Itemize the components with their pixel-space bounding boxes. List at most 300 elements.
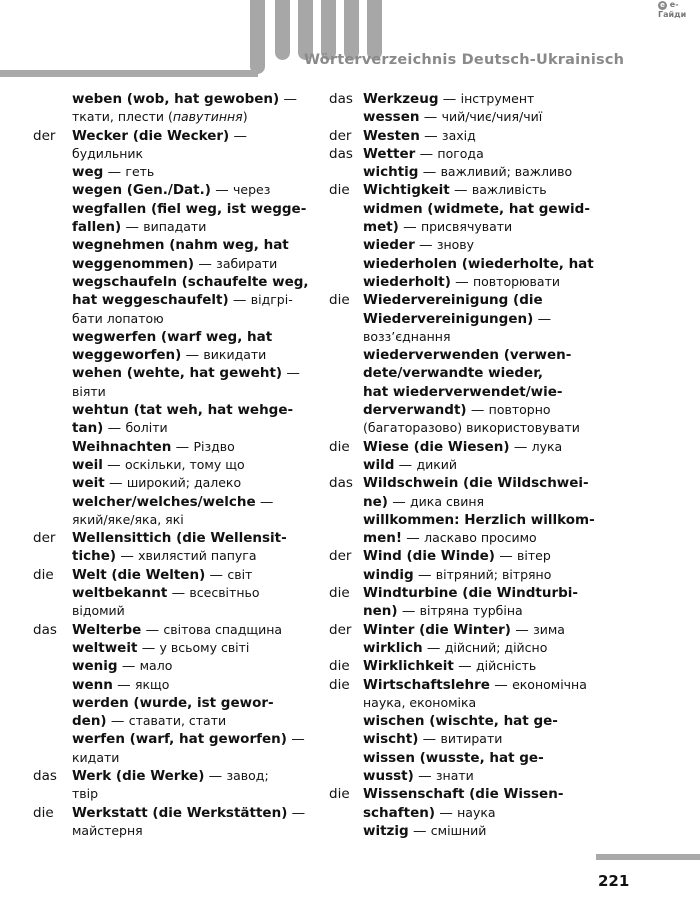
dictionary-entry-line (0, 218, 318, 236)
entry-text (363, 730, 502, 748)
entry-text (72, 127, 247, 145)
translation: смішний (430, 822, 487, 838)
translation: знову (436, 237, 475, 253)
dictionary-entry-line (0, 529, 318, 547)
entry-text (72, 383, 106, 401)
dash: — (279, 91, 298, 107)
dictionary-entry-line (0, 676, 318, 694)
dictionary-entry-line (0, 547, 318, 565)
translation: Різдво (193, 438, 235, 454)
headword: weggeworfen) (72, 347, 182, 364)
headword: Wiese (die Wiesen) (363, 438, 510, 455)
article: der (329, 127, 352, 144)
headword: Wildschwein (die Wildschwei- (363, 475, 589, 492)
dictionary-entry-line (0, 438, 318, 456)
header-tab (298, 0, 313, 60)
translation: кидати (72, 749, 120, 765)
headword: wegen (Gen./Dat.) (72, 182, 211, 199)
entry-text (72, 547, 257, 565)
dictionary-entry-line (0, 602, 318, 620)
dash: — (106, 713, 129, 730)
article: das (329, 145, 353, 162)
dictionary-entry-line (0, 108, 318, 126)
dictionary-entry-line (0, 163, 318, 181)
entry-text (363, 108, 542, 126)
dictionary-entry-line (318, 127, 700, 145)
translation: випадати (143, 219, 207, 235)
dash: — (117, 658, 140, 675)
translation: ласкаво просимо (424, 530, 537, 546)
translation: присвячувати (420, 219, 513, 235)
dictionary-entry-line (318, 456, 700, 474)
entry-text (72, 822, 143, 840)
headword: met) (363, 219, 399, 236)
headword: weltweit (72, 639, 138, 656)
entry-text (72, 639, 249, 657)
dictionary-entry-line (0, 236, 318, 254)
headword: Winter (die Winter) (363, 621, 511, 638)
dictionary-entry-line (318, 694, 700, 712)
headword: nen) (363, 603, 398, 620)
article: das (33, 767, 57, 784)
translation: погода (437, 145, 484, 161)
header-tab (367, 0, 382, 60)
headword: den) (72, 713, 107, 730)
dictionary-entry-line (318, 163, 700, 181)
header-tab (344, 0, 359, 60)
dash: — (228, 292, 251, 309)
entry-text (72, 200, 306, 218)
dictionary-entry-line (0, 401, 318, 419)
dictionary-entry-line (0, 383, 318, 401)
e-logo-icon: e (658, 1, 667, 10)
translation: завод; (226, 767, 269, 783)
dictionary-entry-line (318, 346, 700, 364)
article: der (33, 127, 56, 144)
dictionary-entry-line (318, 602, 700, 620)
dash: — (419, 127, 442, 144)
translation: повторювати (472, 273, 560, 289)
right-column (318, 90, 700, 840)
headword: dete/verwandte wieder, (363, 365, 544, 382)
dictionary-entry-line (318, 749, 700, 767)
article: die (329, 182, 350, 199)
entry-text (72, 310, 164, 328)
headword: wischen (wischte, hat ge- (363, 713, 558, 730)
headword: Welterbe (72, 621, 142, 638)
dictionary-entry-line (318, 236, 700, 254)
entry-text (72, 749, 119, 767)
headword: windig (363, 566, 414, 583)
dash: — (204, 767, 227, 784)
entry-text (363, 511, 595, 529)
dash: — (167, 585, 190, 602)
headword: Werkstatt (die Werkstätten) (72, 804, 288, 821)
dictionary-entry-line (0, 291, 318, 309)
dictionary-entry-line (318, 419, 700, 437)
dictionary-entry-line (318, 181, 700, 199)
dictionary-entry-line (0, 346, 318, 364)
translation: знати (435, 767, 474, 783)
dictionary-entry-line (0, 785, 318, 803)
headword: wegfallen (fiel weg, ist wegge- (72, 200, 307, 217)
entry-text (72, 456, 245, 474)
entry-text (363, 346, 571, 364)
dash: — (450, 273, 473, 290)
headword: wichtig (363, 164, 419, 181)
entry-text (72, 474, 241, 492)
translation: який/яке/яка, які (72, 511, 184, 527)
translation: дикий (416, 456, 458, 472)
translation: важливість (471, 182, 547, 198)
dictionary-entry-line (0, 273, 318, 291)
headword: schaften) (363, 804, 436, 821)
translation: світ (227, 566, 253, 582)
dictionary-entry-line (318, 529, 700, 547)
dash: — (137, 639, 160, 656)
article: der (329, 621, 352, 638)
dash: — (413, 767, 436, 784)
dash: — (282, 365, 300, 382)
header-tab (321, 0, 336, 60)
dictionary-entry-line (318, 401, 700, 419)
entry-text (363, 236, 474, 254)
dash: — (408, 822, 431, 839)
headword: Wiedervereinigungen) (363, 310, 534, 327)
translation: мало (139, 658, 173, 674)
headword: Westen (363, 127, 420, 144)
entry-text (72, 291, 293, 309)
article: der (329, 548, 352, 565)
dictionary-entry-line (318, 547, 700, 565)
dictionary-entry-line (0, 493, 318, 511)
entry-text (363, 383, 563, 401)
dash: — (509, 438, 532, 455)
headword: wehen (wehte, hat geweht) (72, 365, 283, 382)
dash: — (210, 182, 233, 199)
translation: захід (441, 127, 476, 143)
dash: — (104, 475, 127, 492)
entry-text (363, 127, 476, 145)
headword: wenig (72, 658, 118, 675)
entry-text (363, 621, 565, 639)
dash: — (103, 420, 126, 437)
entry-text (72, 236, 289, 254)
dictionary-entry-line (318, 291, 700, 309)
dictionary-entry-line (318, 584, 700, 602)
entry-text (363, 200, 590, 218)
dictionary-entry-line (318, 273, 700, 291)
dictionary-entry-line (0, 474, 318, 492)
article: die (329, 438, 350, 455)
dash: — (449, 182, 472, 199)
translation: через (233, 182, 271, 198)
translation: вітряна турбіна (419, 603, 523, 619)
headword: Wichtigkeit (363, 182, 450, 199)
translation: ткати, плести ( (72, 109, 173, 125)
entry-text (72, 438, 235, 456)
entry-text (363, 804, 496, 822)
dictionary-entry-line (0, 310, 318, 328)
dictionary-entry-line (318, 145, 700, 163)
headword: wegwerfen (warf weg, hat (72, 328, 273, 345)
dictionary-entry-line (0, 639, 318, 657)
headword: Wissenschaft (die Wissen- (363, 786, 564, 803)
translation: у всьому світі (159, 639, 250, 655)
translation: широкий; далеко (126, 475, 242, 491)
entry-text (363, 474, 589, 492)
headword: weil (72, 456, 103, 473)
dictionary-entry-line (318, 767, 700, 785)
footer-rule (596, 854, 700, 860)
translation: відомий (72, 603, 125, 619)
entry-text (363, 273, 560, 291)
page-title: Wörterverzeichnis Deutsch-Ukrainisch (304, 52, 625, 68)
translation: хвилястий папуга (138, 548, 257, 564)
entry-text (72, 90, 297, 108)
dictionary-entry-line (318, 364, 700, 382)
translation: повторно (488, 402, 551, 418)
translation: (багаторазово) використовувати (363, 420, 580, 436)
translation: зима (533, 621, 565, 637)
dictionary-entry-line (0, 181, 318, 199)
headword: Werk (die Werke) (72, 767, 205, 784)
entry-text (72, 328, 272, 346)
dash: — (229, 127, 247, 144)
headword: weg (72, 164, 104, 181)
translation: якщо (134, 676, 170, 692)
dash: — (418, 164, 441, 181)
dash: — (413, 566, 436, 583)
dictionary-entry-line (0, 364, 318, 382)
entry-text (72, 621, 282, 639)
dash: — (171, 438, 194, 455)
translation: ) (242, 109, 248, 125)
dash: — (414, 237, 437, 254)
header-tab (275, 0, 290, 60)
translation: боліти (125, 420, 168, 436)
dash: — (255, 493, 274, 510)
headword: fallen) (72, 219, 122, 236)
article: die (33, 804, 54, 821)
translation: дійсність (475, 658, 537, 674)
entry-text (72, 364, 300, 382)
translation: світова спадщина (163, 621, 283, 637)
entry-text (72, 566, 252, 584)
headword: weit (72, 475, 105, 492)
left-column (0, 90, 318, 840)
entry-text (363, 291, 543, 309)
entry-text (72, 145, 143, 163)
dash: — (103, 164, 126, 181)
translation: возз’єднання (363, 328, 451, 344)
headword: wusst) (363, 767, 414, 784)
article: das (33, 621, 57, 638)
dash: — (398, 219, 421, 236)
dictionary-entry-line (318, 438, 700, 456)
dictionary-entry-line (0, 127, 318, 145)
entry-text (72, 493, 273, 511)
headword: witzig (363, 822, 409, 839)
entry-text (72, 163, 154, 181)
entry-text (363, 749, 544, 767)
entry-text (363, 767, 474, 785)
dash: — (415, 145, 438, 162)
entry-text (363, 145, 484, 163)
translation: будильник (72, 145, 144, 161)
headword: Wecker (die Wecker) (72, 127, 230, 144)
headword: willkommen: Herzlich willkom- (363, 511, 595, 528)
headword: Wind (die Winde) (363, 548, 495, 565)
page-number: 221 (598, 872, 630, 890)
entry-text (72, 255, 277, 273)
dictionary-entry-line (0, 419, 318, 437)
translation: майстерня (72, 822, 143, 838)
translation: економічна (512, 676, 587, 692)
dash: — (418, 731, 441, 748)
headword: wenn (72, 676, 113, 693)
dictionary-entry-line (318, 566, 700, 584)
entry-text (72, 584, 260, 602)
article: die (329, 292, 350, 309)
headword: wild (363, 456, 395, 473)
dash: — (453, 658, 476, 675)
dash: — (287, 804, 306, 821)
dash: — (194, 255, 217, 272)
headword: Wellensittich (die Wellensit- (72, 530, 287, 547)
dictionary-entry-line (0, 255, 318, 273)
headword: Welt (die Welten) (72, 566, 206, 583)
dash: — (422, 639, 445, 656)
article: das (329, 91, 353, 107)
entry-text (363, 364, 543, 382)
entry-text (72, 767, 269, 785)
dash: — (394, 456, 417, 473)
translation: наука (457, 804, 496, 820)
entry-text (363, 602, 523, 620)
dictionary-entry-line (0, 749, 318, 767)
entry-text (363, 547, 551, 565)
dictionary-entry-line (318, 511, 700, 529)
headword: wessen (363, 109, 420, 126)
entry-text (72, 712, 226, 730)
headword: Wirtschaftslehre (363, 676, 490, 693)
publisher-logo (658, 0, 698, 19)
entry-text (72, 730, 305, 748)
dash: — (510, 621, 534, 638)
entry-text (363, 328, 450, 346)
headword: widmen (widmete, hat gewid- (363, 200, 590, 217)
dictionary-entry-line (318, 255, 700, 273)
headword: wegnehmen (nahm weg, hat (72, 237, 289, 254)
entry-text (363, 310, 551, 328)
translation: ставати, стати (128, 713, 227, 729)
entry-text (363, 255, 594, 273)
article: die (329, 585, 350, 602)
translation: інструмент (460, 91, 535, 106)
headword: Windturbine (die Windturbi- (363, 585, 578, 602)
entry-text (72, 602, 125, 620)
translation: забирати (216, 255, 278, 271)
entry-text (363, 493, 484, 511)
dash: — (181, 347, 204, 364)
entry-text (363, 785, 563, 803)
translation: вітер (517, 548, 551, 564)
dash: — (141, 621, 164, 638)
dash: — (121, 219, 144, 236)
entry-text (72, 346, 266, 364)
dictionary-entry-line (0, 730, 318, 748)
dictionary-entry-line (318, 822, 700, 840)
dictionary-entry-line (318, 310, 700, 328)
headword: tan) (72, 420, 104, 437)
dash: — (419, 109, 442, 126)
dictionary-entry-line (0, 621, 318, 639)
entry-text (72, 273, 309, 291)
headword: hat weggeschaufelt) (72, 292, 229, 309)
translation: наука, економіка (363, 694, 477, 710)
dictionary-entry-line (318, 383, 700, 401)
translation: лука (531, 438, 563, 454)
entry-text (363, 694, 476, 712)
headword: weggenommen) (72, 255, 195, 272)
headword: wehtun (tat weh, hat wehge- (72, 402, 294, 419)
article: der (33, 530, 56, 547)
dash: — (438, 91, 461, 107)
headword: weben (wob, hat gewoben) (72, 91, 280, 107)
headword: wieder (363, 237, 415, 254)
entry-text (363, 218, 512, 236)
entry-text (72, 785, 98, 803)
dictionary-entry-line (0, 712, 318, 730)
article: das (329, 475, 353, 492)
dictionary-entry-line (0, 511, 318, 529)
dash: — (387, 493, 411, 510)
header-rule (0, 70, 258, 77)
article: die (33, 566, 54, 583)
headword: men! (363, 530, 402, 547)
entry-text (363, 163, 572, 181)
entry-text (72, 401, 293, 419)
dictionary-entry-line (0, 90, 318, 108)
headword: wirklich (363, 639, 423, 656)
dash: — (466, 402, 489, 419)
dictionary-entry-line (318, 639, 700, 657)
dictionary-entry-line (0, 694, 318, 712)
dictionary-entry-line (318, 804, 700, 822)
dictionary-entry-line (0, 145, 318, 163)
headword: wiederverwenden (verwen- (363, 347, 572, 364)
entry-text (363, 639, 547, 657)
translation: вітряний; вітряно (435, 566, 552, 582)
dictionary-entry-line (0, 566, 318, 584)
dictionary-entry-line (318, 218, 700, 236)
article: die (329, 658, 350, 675)
dictionary-entry-line (318, 712, 700, 730)
translation: всесвітньо (189, 585, 260, 601)
entry-text (72, 108, 248, 126)
entry-text (72, 181, 270, 199)
dash: — (402, 530, 425, 547)
dictionary-entry-line (318, 676, 700, 694)
dictionary-entry-line (318, 328, 700, 346)
entry-text (363, 657, 536, 675)
headword: wissen (wusste, hat ge- (363, 749, 544, 766)
dictionary-entry-line (0, 822, 318, 840)
entry-text (363, 566, 551, 584)
dash: — (533, 310, 552, 327)
dictionary-entry-line (318, 785, 700, 803)
